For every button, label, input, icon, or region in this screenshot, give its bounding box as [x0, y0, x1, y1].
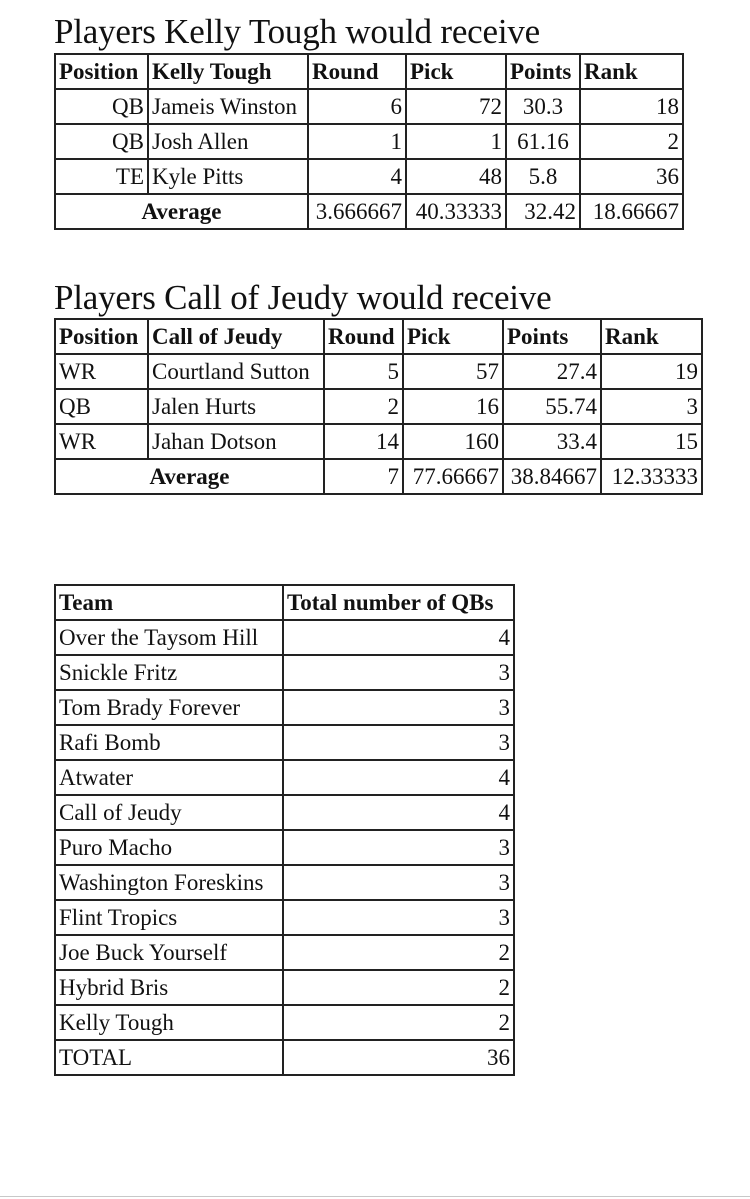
qb-count-cell: 4 [283, 620, 514, 655]
average-label: Average [55, 459, 324, 494]
table-row [55, 690, 514, 725]
pick-cell: 16 [403, 389, 503, 424]
position-cell: QB [55, 89, 148, 124]
table2-header-cell: Round [324, 319, 403, 354]
table1-row [55, 124, 683, 159]
player-cell: Jalen Hurts [148, 389, 324, 424]
player-cell: Kyle Pitts [148, 159, 308, 194]
average-points: 32.42 [506, 194, 580, 229]
total-value: 36 [283, 1040, 514, 1075]
rank-cell: 18 [580, 89, 683, 124]
points-cell: 33.4 [503, 424, 601, 459]
qb-total-header: Total number of QBs [283, 585, 514, 620]
table-row [55, 760, 514, 795]
team-cell: Call of Jeudy [55, 795, 283, 830]
table2-row [55, 424, 702, 459]
team-cell: Puro Macho [55, 830, 283, 865]
rank-cell: 3 [601, 389, 702, 424]
table2-row [55, 389, 702, 424]
table-row [55, 725, 514, 760]
position-cell: QB [55, 389, 148, 424]
position-cell: TE [55, 159, 148, 194]
pick-cell: 1 [406, 124, 506, 159]
qb-count-cell: 3 [283, 690, 514, 725]
qb-count-cell: 3 [283, 900, 514, 935]
average-round: 3.666667 [308, 194, 406, 229]
qb-count-cell: 4 [283, 795, 514, 830]
table1 [54, 53, 684, 230]
points-cell: 5.8 [506, 159, 580, 194]
team-header: Team [55, 585, 283, 620]
qb-table-header-row [55, 585, 514, 620]
qb-count-table [54, 584, 515, 1076]
table-row [55, 865, 514, 900]
player-cell: Jameis Winston [148, 89, 308, 124]
position-cell: WR [55, 354, 148, 389]
round-cell: 2 [324, 389, 403, 424]
team-cell: Kelly Tough [55, 1005, 283, 1040]
table2-header-cell: Points [503, 319, 601, 354]
table1-average-row [55, 194, 683, 229]
average-rank: 12.33333 [601, 459, 702, 494]
points-cell: 30.3 [506, 89, 580, 124]
team-cell: Tom Brady Forever [55, 690, 283, 725]
team-cell: Hybrid Bris [55, 970, 283, 1005]
position-cell: QB [55, 124, 148, 159]
average-points: 38.84667 [503, 459, 601, 494]
rank-cell: 19 [601, 354, 702, 389]
table1-row [55, 89, 683, 124]
points-cell: 55.74 [503, 389, 601, 424]
table-row [55, 900, 514, 935]
player-cell: Josh Allen [148, 124, 308, 159]
table2-average-row [55, 459, 702, 494]
table-row [55, 1005, 514, 1040]
pick-cell: 57 [403, 354, 503, 389]
team-cell: Washington Foreskins [55, 865, 283, 900]
table1-header-cell: Rank [580, 54, 683, 89]
table1-header-cell: Position [55, 54, 148, 89]
table-row [55, 795, 514, 830]
qb-count-cell: 2 [283, 970, 514, 1005]
table1-header-cell: Kelly Tough [148, 54, 308, 89]
qb-count-cell: 3 [283, 830, 514, 865]
average-pick: 77.66667 [403, 459, 503, 494]
round-cell: 1 [308, 124, 406, 159]
table-row [55, 620, 514, 655]
table-row [55, 830, 514, 865]
table-row [55, 935, 514, 970]
player-cell: Jahan Dotson [148, 424, 324, 459]
pick-cell: 48 [406, 159, 506, 194]
pick-cell: 160 [403, 424, 503, 459]
table2-row [55, 354, 702, 389]
rank-cell: 2 [580, 124, 683, 159]
points-cell: 61.16 [506, 124, 580, 159]
round-cell: 6 [308, 89, 406, 124]
qb-count-cell: 4 [283, 760, 514, 795]
team-cell: Rafi Bomb [55, 725, 283, 760]
team-cell: Flint Tropics [55, 900, 283, 935]
table2-header-row [55, 319, 702, 354]
team-cell: Atwater [55, 760, 283, 795]
qb-count-cell: 3 [283, 865, 514, 900]
round-cell: 14 [324, 424, 403, 459]
player-cell: Courtland Sutton [148, 354, 324, 389]
table2-title: Players Call of Jeudy would receive [54, 278, 552, 317]
total-label: TOTAL [55, 1040, 283, 1075]
average-rank: 18.66667 [580, 194, 683, 229]
qb-count-cell: 2 [283, 1005, 514, 1040]
average-label: Average [55, 194, 308, 229]
team-cell: Joe Buck Yourself [55, 935, 283, 970]
table2 [54, 318, 703, 495]
average-pick: 40.33333 [406, 194, 506, 229]
team-cell: Over the Taysom Hill [55, 620, 283, 655]
rank-cell: 15 [601, 424, 702, 459]
table1-title: Players Kelly Tough would receive [54, 12, 541, 51]
table-row [55, 970, 514, 1005]
points-cell: 27.4 [503, 354, 601, 389]
rank-cell: 36 [580, 159, 683, 194]
qb-count-cell: 3 [283, 655, 514, 690]
table2-header-cell: Pick [403, 319, 503, 354]
table1-row [55, 159, 683, 194]
qb-count-cell: 3 [283, 725, 514, 760]
table-row [55, 655, 514, 690]
table1-header-row [55, 54, 683, 89]
table1-header-cell: Points [506, 54, 580, 89]
qb-count-cell: 2 [283, 935, 514, 970]
position-cell: WR [55, 424, 148, 459]
team-cell: Snickle Fritz [55, 655, 283, 690]
table2-header-cell: Position [55, 319, 148, 354]
round-cell: 5 [324, 354, 403, 389]
average-round: 7 [324, 459, 403, 494]
qb-total-row [55, 1040, 514, 1075]
table1-header-cell: Pick [406, 54, 506, 89]
table1-header-cell: Round [308, 54, 406, 89]
page-bottom-divider [0, 1196, 750, 1197]
table2-header-cell: Rank [601, 319, 702, 354]
round-cell: 4 [308, 159, 406, 194]
pick-cell: 72 [406, 89, 506, 124]
table2-header-cell: Call of Jeudy [148, 319, 324, 354]
